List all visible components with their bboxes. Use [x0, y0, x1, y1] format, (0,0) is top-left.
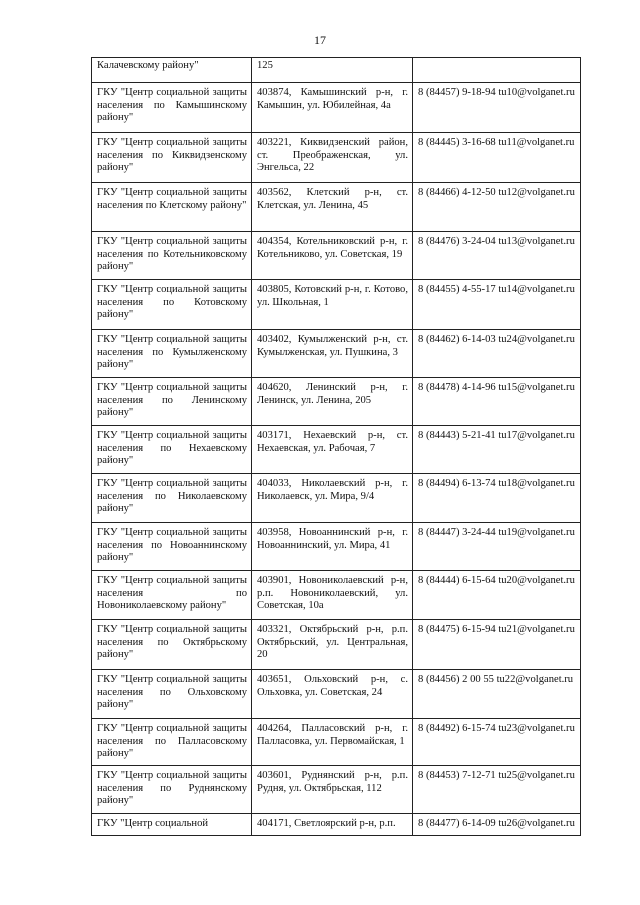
org-cell: ГКУ "Центр социальной защиты населения по Киквидзенскому району": [92, 133, 252, 183]
table-row: [92, 719, 581, 766]
org-cell: ГКУ "Центр социальной защиты населения по Новониколаевскому району": [92, 571, 252, 620]
address-cell: 403651, Ольховский р-н, с. Ольховка, ул. Советская, 24: [252, 670, 413, 719]
table-row: [92, 814, 581, 836]
contact-cell: 8 (84453) 7-12-71 tu25@volganet.ru: [413, 766, 581, 814]
table-row: [92, 523, 581, 571]
contact-cell: 8 (84494) 6-13-74 tu18@volganet.ru: [413, 474, 581, 523]
address-cell: 404264, Палласовский р-н, г. Палласовка, ул. Первомайская, 1: [252, 719, 413, 766]
table-row: [92, 183, 581, 232]
contact-cell: 8 (84476) 3-24-04 tu13@volganet.ru: [413, 232, 581, 280]
contacts-table: [91, 57, 581, 836]
table-row: [92, 426, 581, 474]
address-cell: 403221, Киквидзенский район, ст. Преображенская, ул. Энгельса, 22: [252, 133, 413, 183]
org-cell: ГКУ "Центр социальной защиты населения по Ленинскому району": [92, 378, 252, 426]
org-cell: ГКУ "Центр социальной защиты населения по Николаевскому району": [92, 474, 252, 523]
contact-cell: 8 (84478) 4-14-96 tu15@volganet.ru: [413, 378, 581, 426]
table-row: [92, 83, 581, 133]
contact-cell: 8 (84457) 9-18-94 tu10@volganet.ru: [413, 83, 581, 133]
contact-cell: 8 (84447) 3-24-44 tu19@volganet.ru: [413, 523, 581, 571]
org-cell: ГКУ "Центр социальной защиты населения по Нехаевскому району": [92, 426, 252, 474]
table-row: [92, 58, 581, 83]
org-cell: ГКУ "Центр социальной защиты населения по Котовскому району": [92, 280, 252, 330]
org-cell: ГКУ "Центр социальной защиты населения по Октябрьскому району": [92, 620, 252, 670]
address-cell: 403901, Новониколаевский р-н, р.п. Новониколаевский, ул. Советская, 10а: [252, 571, 413, 620]
address-cell: 403601, Руднянский р-н, р.п. Рудня, ул. Октябрьская, 112: [252, 766, 413, 814]
table-row: [92, 474, 581, 523]
address-cell: 404354, Котельниковский р-н, г. Котельниково, ул. Советская, 19: [252, 232, 413, 280]
org-cell: ГКУ "Центр социальной защиты населения по Кумылженскому району": [92, 330, 252, 378]
table-row: [92, 571, 581, 620]
address-cell: 125: [252, 58, 413, 83]
address-cell: 403958, Новоаннинский р-н, г. Новоаннинский, ул. Мира, 41: [252, 523, 413, 571]
contacts-table-body: [92, 58, 581, 836]
contact-cell: 8 (84445) 3-16-68 tu11@volganet.ru: [413, 133, 581, 183]
contact-cell: 8 (84455) 4-55-17 tu14@volganet.ru: [413, 280, 581, 330]
org-cell: ГКУ "Центр социальной защиты населения по Камышинскому району": [92, 83, 252, 133]
org-cell: ГКУ "Центр социальной защиты населения по Клетскому району": [92, 183, 252, 232]
table-row: [92, 766, 581, 814]
org-cell: ГКУ "Центр социальной защиты населения по Котельниковскому району": [92, 232, 252, 280]
table-row: [92, 280, 581, 330]
contact-cell: 8 (84477) 6-14-09 tu26@volganet.ru: [413, 814, 581, 836]
org-cell: ГКУ "Центр социальной защиты населения по Ольховскому району": [92, 670, 252, 719]
table-row: [92, 232, 581, 280]
table-row: [92, 670, 581, 719]
address-cell: 403402, Кумылженский р-н, ст. Кумылженская, ул. Пушкина, 3: [252, 330, 413, 378]
contact-cell: 8 (84475) 6-15-94 tu21@volganet.ru: [413, 620, 581, 670]
contact-cell: [413, 58, 581, 83]
contact-cell: 8 (84443) 5-21-41 tu17@volganet.ru: [413, 426, 581, 474]
org-cell: ГКУ "Центр социальной: [92, 814, 252, 836]
org-cell: ГКУ "Центр социальной защиты населения по Руднянскому району": [92, 766, 252, 814]
address-cell: 404033, Николаевский р-н, г. Николаевск, ул. Мира, 9/4: [252, 474, 413, 523]
address-cell: 404171, Светлоярский р-н, р.п.: [252, 814, 413, 836]
org-cell: ГКУ "Центр социальной защиты населения по Новоаннинскому району": [92, 523, 252, 571]
contact-cell: 8 (84492) 6-15-74 tu23@volganet.ru: [413, 719, 581, 766]
org-cell: Калачевскому району": [92, 58, 252, 83]
address-cell: 403321, Октябрьский р-н, р.п. Октябрьский, ул. Центральная, 20: [252, 620, 413, 670]
page-number: 17: [314, 33, 326, 47]
contact-cell: 8 (84466) 4-12-50 tu12@volganet.ru: [413, 183, 581, 232]
table-row: [92, 330, 581, 378]
address-cell: 403805, Котовский р-н, г. Котово, ул. Школьная, 1: [252, 280, 413, 330]
contact-cell: 8 (84462) 6-14-03 tu24@volganet.ru: [413, 330, 581, 378]
address-cell: 403562, Клетский р-н, ст. Клетская, ул. Ленина, 45: [252, 183, 413, 232]
org-cell: ГКУ "Центр социальной защиты населения по Палласовскому району": [92, 719, 252, 766]
address-cell: 403874, Камышинский р-н, г. Камышин, ул. Юбилейная, 4а: [252, 83, 413, 133]
table-row: [92, 378, 581, 426]
address-cell: 403171, Нехаевский р-н, ст. Нехаевская, ул. Рабочая, 7: [252, 426, 413, 474]
table-row: [92, 620, 581, 670]
contact-cell: 8 (84456) 2 00 55 tu22@volganet.ru: [413, 670, 581, 719]
contact-cell: 8 (84444) 6-15-64 tu20@volganet.ru: [413, 571, 581, 620]
address-cell: 404620, Ленинский р-н, г. Ленинск, ул. Ленина, 205: [252, 378, 413, 426]
table-row: [92, 133, 581, 183]
